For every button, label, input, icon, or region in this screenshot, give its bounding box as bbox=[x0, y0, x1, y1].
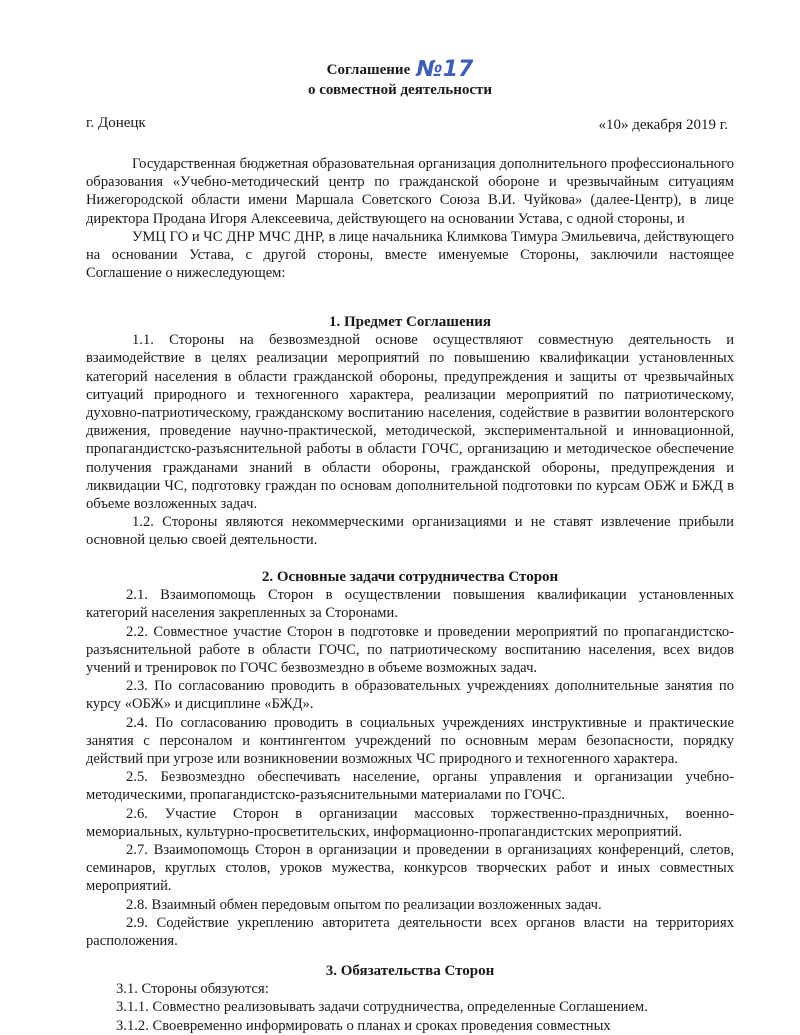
clause: 2.9. Содействие укреплению авторитета деятельности всех органов власти на территориях расположения. bbox=[86, 914, 734, 950]
preamble bbox=[86, 155, 734, 282]
preamble-paragraph: УМЦ ГО и ЧС ДНР МЧС ДНР, в лице начальника Климкова Тимура Эмильевича, действующего на основании Устава, с другой стороны, вместе именуемые Стороны, заключили настоящее Соглашение о нижеследующем: bbox=[86, 228, 734, 282]
clause: 1.1. Стороны на безвозмездной основе осуществляют совместную деятельность и взаимодействие в целях реализации мероприятий по повышению квалификации установленных категорий населения в области гражданской обороны, предупреждения и защиты от чрезвычайных ситуаций природного и техногенного характера, реализации мероприятий по патриотическому, духовно-патриотическому, гражданскому воспитанию населения, содействие в развитии волонтерского движения, проведение научно-практической, методической, экспериментальной и инновационной, пропагандистско-разъяснительной работы в области ГОЧС, организацию и методическое обеспечение получения гражданами знаний в области обороны, гражданской обороны, предупреждения и ликвидации ЧС, подготовку граждан по основам дополнительной подготовки по курсам ОБЖ и БЖД в объеме возложенных задач. bbox=[86, 332, 734, 513]
section-heading: 1. Предмет Соглашения bbox=[328, 314, 492, 330]
document-subtitle: о совместной деятельности bbox=[307, 82, 493, 98]
clause: 2.8. Взаимный обмен передовым опытом по реализации возложенных задач. bbox=[126, 896, 602, 913]
clause: 2.3. По согласованию проводить в образовательных учреждениях дополнительные занятия по курсу «ОБЖ» и дисциплине «БЖД». bbox=[86, 678, 734, 713]
clause: 3.1.2. Своевременно информировать о планах и сроках проведения совместных bbox=[116, 1017, 611, 1034]
clause: 1.2. Стороны являются некоммерческими организациями и не ставят извлечение прибыли основной целью своей деятельности. bbox=[86, 514, 734, 549]
section-heading: 2. Основные задачи сотрудничества Сторон bbox=[261, 569, 559, 585]
clause: 2.1. Взаимопомощь Сторон в осуществлении повышения квалификации установленных категорий населения закрепленных за Сторонами. bbox=[86, 587, 734, 622]
section-3 bbox=[86, 962, 734, 1035]
document-title: Соглашение bbox=[326, 62, 411, 78]
handwritten-number: №17 bbox=[416, 57, 474, 82]
clause: 3.1. Стороны обязуются: bbox=[116, 981, 269, 998]
clause: 2.2. Совместное участие Сторон в подготовке и проведении мероприятий по пропагандистско-разъяснительной работе в области ГОЧС, по патриотическому воспитанию населения, всех видов учений и тренировок по ГОЧС безвозмездно в объеме возможных задач. bbox=[86, 623, 734, 677]
city: г. Донецк bbox=[86, 115, 146, 131]
clause: 2.6. Участие Сторон в организации массовых торжественно-праздничных, военно-мемориальных, культурно-просветительских, информационно-пропагандистских мероприятий. bbox=[86, 805, 734, 840]
section-heading: 3. Обязательства Сторон bbox=[325, 963, 495, 979]
clause: 2.7. Взаимопомощь Сторон в организации и проведении в организациях конференций, слетов, семинаров, круглых столов, уроков мужества, конкурсов творческих работ и иных совместных мероприятий. bbox=[86, 842, 734, 895]
preamble-paragraph: Государственная бюджетная образовательная организация дополнительного профессионального образования «Учебно-методический центр по гражданской обороне и чрезвычайным ситуациям Нижегородской области имени Маршала Советского Союза В.И. Чуйкова» (далее-Центр), в лице директора Продана Игоря Алексеевича, действующего на основании Устава, с одной стороны, и bbox=[86, 156, 734, 227]
section-1 bbox=[86, 313, 734, 550]
section-2 bbox=[86, 568, 734, 950]
clause: 2.4. По согласованию проводить в социальных учреждениях инструктивные и практические занятия с персоналом и контингентом учреждений по основным мерам безопасности, порядку действий при угрозе или возникновении возможных ЧС природного и техногенного характера. bbox=[86, 714, 734, 768]
title-block bbox=[0, 58, 800, 100]
date: «10» декабря 2019 г. bbox=[598, 117, 728, 133]
clause: 3.1.1. Совместно реализовывать задачи сотрудничества, определенные Соглашением. bbox=[116, 999, 648, 1016]
clause: 2.5. Безвозмездно обеспечивать население, органы управления и организации учебно-методическими, пропагандистско-разъяснительными материалами по ГОЧС. bbox=[86, 769, 734, 804]
